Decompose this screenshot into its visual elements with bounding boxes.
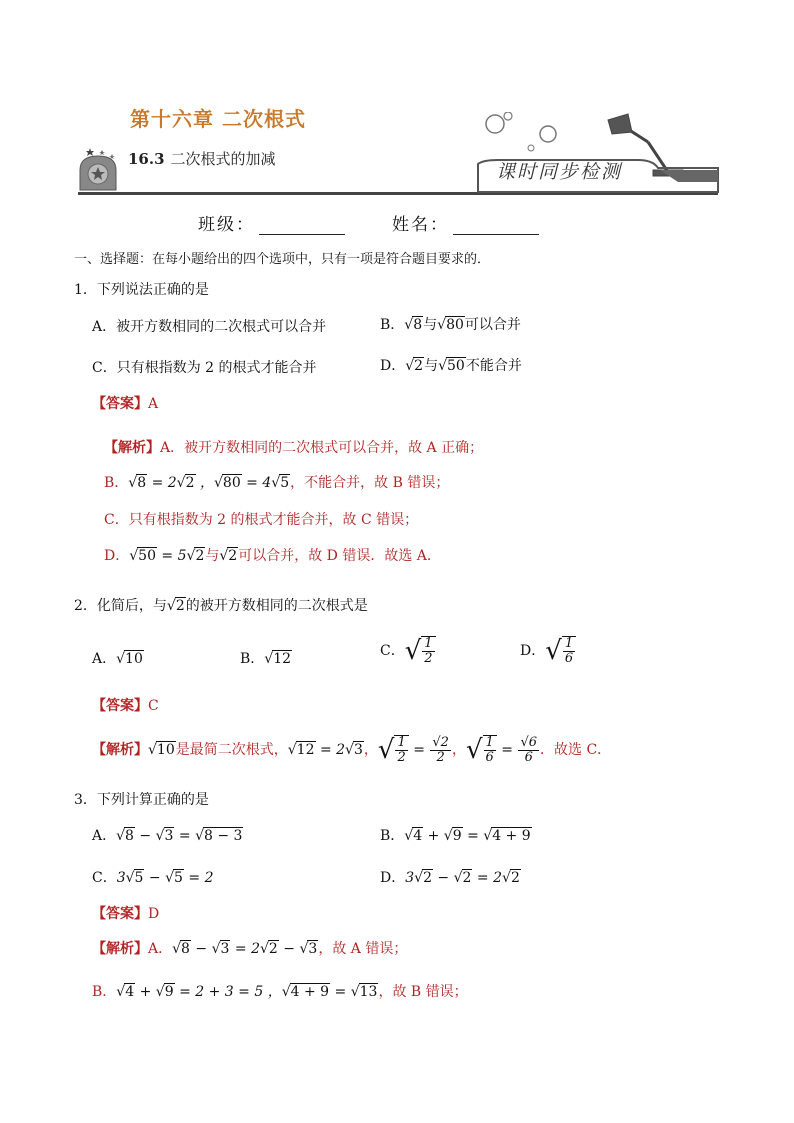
q1-explanation-a: 【解析】A．被开方数相同的二次根式可以合并，故 A 正确；	[104, 440, 484, 456]
q2-answer: 【答案】C	[92, 698, 159, 714]
q1-explanation-c: C．只有根指数为 2 的根式才能合并，故 C 错误；	[104, 512, 419, 528]
class-field	[198, 210, 345, 235]
q3-explanation-a: 【解析】A．√8 − √3 = 2√2 − √3，故 A 错误；	[92, 941, 408, 957]
q1-option-a: A．被开方数相同的二次根式可以合并	[92, 319, 327, 335]
q2-option-d: D． √ $\frac{1}{6}$	[520, 636, 576, 666]
section-title	[128, 148, 276, 169]
star-badge-icon	[80, 148, 116, 190]
q3-explanation-b: B．√4 + √9 = 2 + 3 = 5 ，√4 + 9 = √13，故 B 错误；	[92, 984, 468, 1000]
section-intro: 一、选择题：在每小题给出的四个选项中，只有一项是符合题目要求的．	[74, 252, 491, 267]
q3-answer: 【答案】D	[92, 906, 160, 922]
class-label: 班级：	[198, 215, 255, 235]
section-number: 16.3	[128, 150, 165, 168]
q1-stem: 1．下列说法正确的是	[74, 282, 209, 298]
q1-explanation-b: B．√8 = 2√2 ，√80 = 4√5，不能合并，故 B 错误；	[104, 475, 450, 491]
q2-option-a: A．√10	[92, 651, 143, 667]
name-blank[interactable]	[453, 218, 539, 235]
q2-option-c: C． √ $\frac{1}{2}$	[380, 636, 436, 666]
name-field	[392, 210, 539, 235]
q1-explanation-d: D．√50 = 5√2与√2可以合并，故 D 错误．故选 A．	[104, 548, 441, 564]
q1-option-c: C．只有根指数为 2 的根式才能合并	[92, 360, 317, 376]
chapter-title: 第十六章 二次根式	[130, 107, 306, 131]
section-name: 二次根式的加减	[170, 150, 276, 168]
q1-option-b: B．√8与√80可以合并	[380, 317, 521, 333]
q3-stem: 3．下列计算正确的是	[74, 792, 209, 808]
banner-text: 课时同步检测	[495, 161, 622, 183]
q3-option-d: D．3√2 − √2 = 2√2	[380, 870, 520, 886]
q1-option-d: D．√2与√50不能合并	[380, 358, 522, 374]
q3-option-b: B．√4 + √9 = √4 + 9	[380, 828, 531, 844]
name-label: 姓名：	[392, 215, 449, 235]
q2-explanation: 【解析】√10是最简二次根式，√12 = 2√3， √ $\frac{1}{2}$ = $\frac{√2}{2}$ ， √ $\frac{1}{6}$ = $\frac{√6}{6}$ ．故选 C．	[92, 734, 612, 765]
q2-stem: 2．化简后，与√2的被开方数相同的二次根式是	[74, 598, 368, 614]
class-blank[interactable]	[259, 218, 345, 235]
q3-option-c: C．3√5 − √5 = 2	[92, 870, 214, 886]
q3-option-a: A．√8 − √3 = √8 − 3	[92, 828, 243, 844]
q1-answer: 【答案】A	[92, 396, 159, 412]
q2-option-b: B．√12	[240, 651, 292, 667]
